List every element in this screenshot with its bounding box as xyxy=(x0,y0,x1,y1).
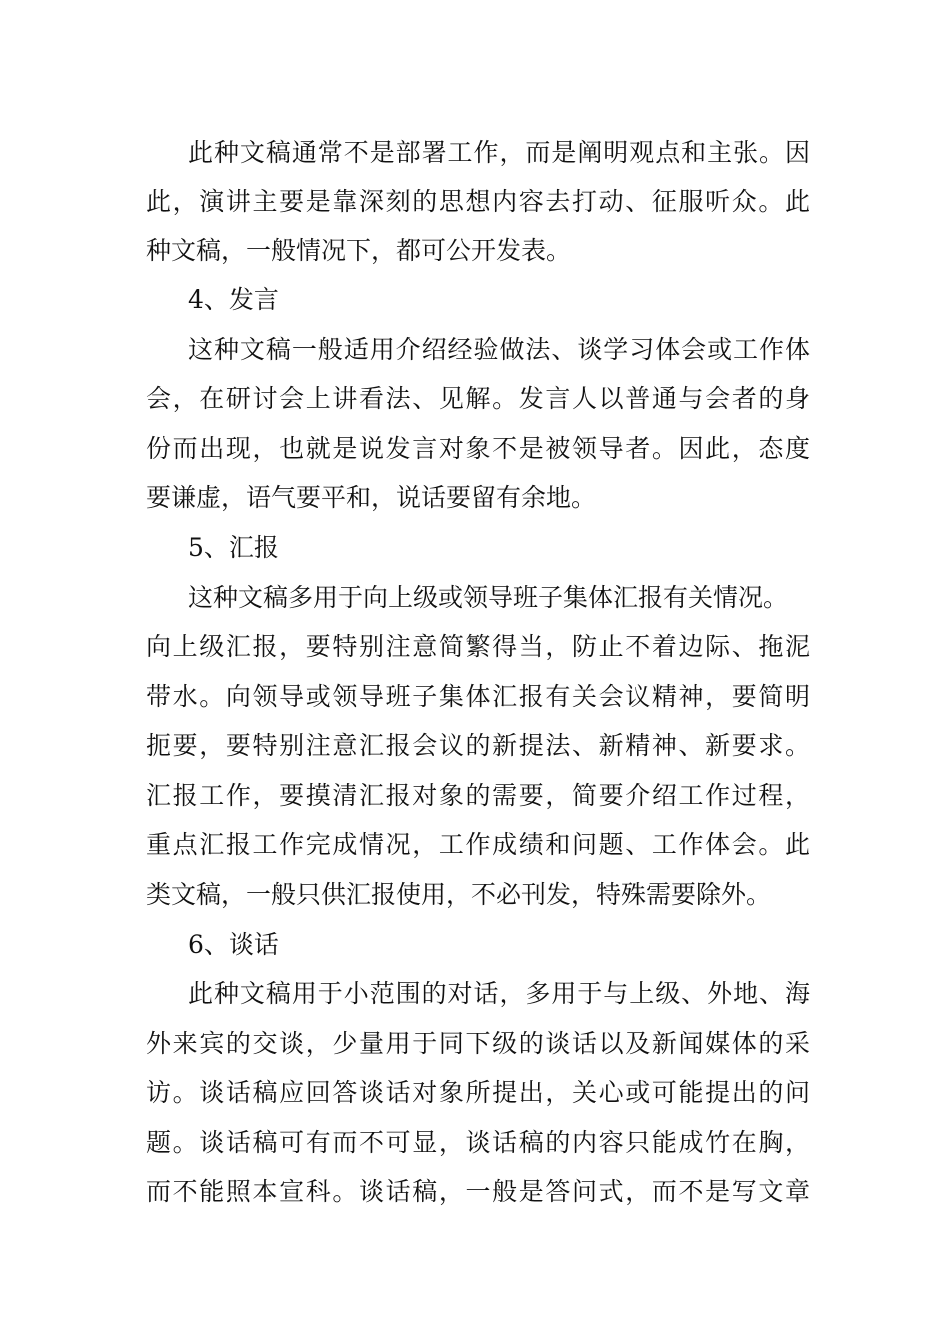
paragraph-line: 会，在研讨会上讲看法、见解。发言人以普通与会者的身 xyxy=(146,384,810,413)
section-heading: 6、谈话 xyxy=(188,930,279,959)
section-heading: 5、汇报 xyxy=(188,533,279,562)
paragraph-line: 题。谈话稿可有而不可显，谈话稿的内容只能成竹在胸， xyxy=(146,1128,810,1157)
paragraph-line: 此种文稿通常不是部署工作，而是阐明观点和主张。因 xyxy=(188,138,810,167)
paragraph-line: 这种文稿多用于向上级或领导班子集体汇报有关情况。 xyxy=(188,583,789,612)
paragraph-line: 汇报工作，要摸清汇报对象的需要，简要介绍工作过程， xyxy=(146,781,810,810)
paragraph-line: 重点汇报工作完成情况，工作成绩和问题、工作体会。此 xyxy=(146,830,810,859)
paragraph-line: 要谦虚，语气要平和，说话要留有余地。 xyxy=(146,483,597,512)
paragraph-line: 种文稿，一般情况下，都可公开发表。 xyxy=(146,236,572,265)
paragraph-line: 外来宾的交谈，少量用于同下级的谈话以及新闻媒体的采 xyxy=(146,1029,810,1058)
paragraph-line: 此，演讲主要是靠深刻的思想内容去打动、征服听众。此 xyxy=(146,187,810,216)
paragraph-line: 访。谈话稿应回答谈话对象所提出，关心或可能提出的问 xyxy=(146,1078,810,1107)
paragraph-line: 这种文稿一般适用介绍经验做法、谈学习体会或工作体 xyxy=(188,335,810,364)
paragraph-line: 带水。向领导或领导班子集体汇报有关会议精神，要简明 xyxy=(146,682,810,711)
section-heading: 4、发言 xyxy=(188,285,279,314)
paragraph-line: 向上级汇报，要特别注意简繁得当，防止不着边际、拖泥 xyxy=(146,632,810,661)
paragraph-line: 此种文稿用于小范围的对话，多用于与上级、外地、海 xyxy=(188,979,810,1008)
paragraph-line: 扼要，要特别注意汇报会议的新提法、新精神、新要求。 xyxy=(146,731,810,760)
paragraph-line: 类文稿，一般只供汇报使用，不必刊发，特殊需要除外。 xyxy=(146,880,772,909)
paragraph-line: 份而出现，也就是说发言对象不是被领导者。因此，态度 xyxy=(146,434,810,463)
paragraph-line: 而不能照本宣科。谈话稿，一般是答问式，而不是写文章 xyxy=(146,1177,810,1206)
